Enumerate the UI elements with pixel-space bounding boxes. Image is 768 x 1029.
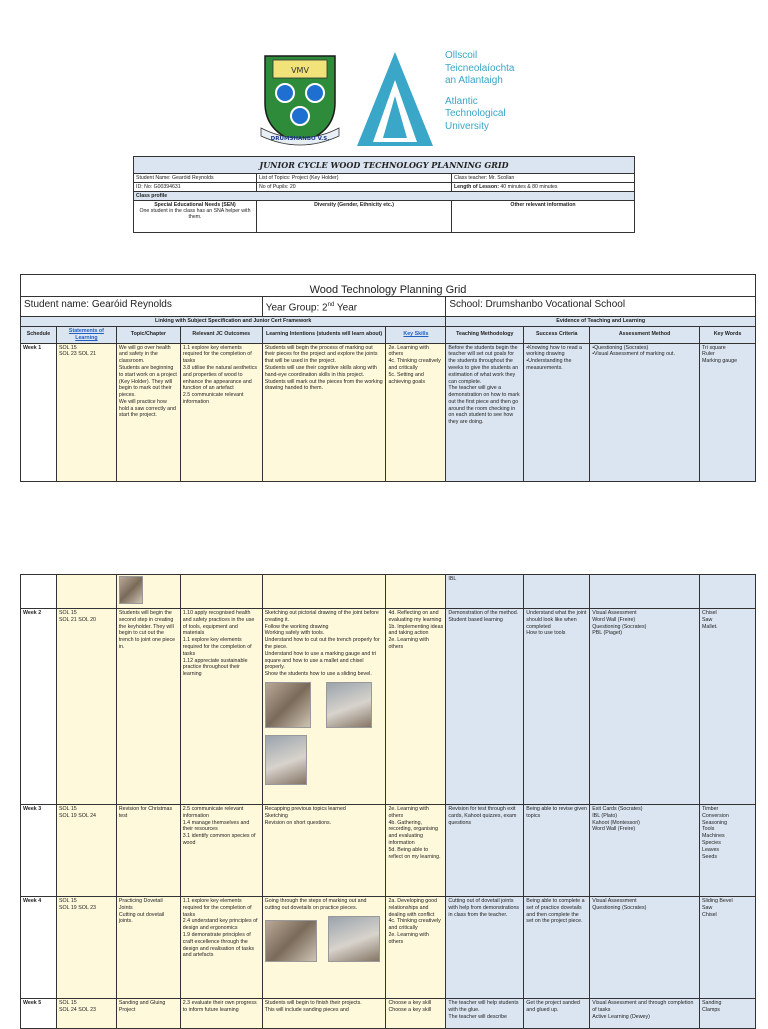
col-success: Success Criteria — [524, 326, 590, 343]
topics-cell: List of Topics: Project (Key Holder) — [257, 174, 452, 183]
col-intentions: Learning Intentions (students will learn about) — [262, 326, 386, 343]
hand-photo — [119, 576, 143, 604]
wood-technology-grid-continued — [20, 574, 756, 1029]
wood-grid-school: School: Drumshanbo Vocational School — [446, 296, 756, 316]
dovetail-photo-1 — [265, 920, 317, 962]
col-outcomes: Relevant JC Outcomes — [180, 326, 262, 343]
sen-cell: Special Educational Needs (SEN) One student in the class has an SNA helper with them. — [134, 201, 257, 233]
table-row: Week 4 SOL 15 SOL 19 SOL 23 Practicing Dovetail Joints Cutting out dovetail joints. 1.1 explore key elements required for the completion of tasks 2.4 understand key principles of design and ergonomics 1.9 demonstrate principles of craft excellence through the design and realisation of tasks and artefacts Going through the steps of marking out and cutting out dovetails on practice pieces. 2a. Developing good relationships and dealing with conflict 4c. Thinking creatively and critically 2e. Learning with others Cutting out of dovetail joints with help from demonstrations in class from the teacher. Being able to complete a set of practice dovetails and then complete the set on the project piece. Visual Assessment Questioning (Socrates) Sliding Bevel Saw Chisel — [21, 897, 756, 999]
atu-logo-icon — [355, 50, 435, 150]
atu-wordmark: Ollscoil Teicneolaíochta an Atlantaigh Atlantic Technological University — [445, 50, 515, 132]
planning-grid-title: JUNIOR CYCLE WOOD TECHNOLOGY PLANNING GRID — [134, 157, 635, 174]
class-profile-cell: Class profile — [134, 192, 635, 201]
linking-heading: Linking with Subject Specification and Junior Cert Framework — [21, 317, 446, 327]
col-assessment: Assessment Method — [590, 326, 700, 343]
table-row — [21, 575, 756, 609]
col-key-skills-link[interactable]: Key Skills — [386, 326, 446, 343]
col-topic: Topic/Chapter — [116, 326, 180, 343]
col-methodology: Teaching Methodology — [446, 326, 524, 343]
wood-grid-title: Wood Technology Planning Grid — [21, 275, 756, 297]
table-row: Week 3 SOL 15 SOL 19 SOL 24 Revision for Christmas test 2.5 communicate relevant information 1.4 manage themselves and their resources 3.1 identify common species of wood Recapping previous topics learned Sketching Revision on short questions. 2e. Learning with others 4b. Gathering, recording, organising and evaluating information 5d. Being able to reflect on my learning. Revision for test through exit cards, Kahoot quizzes, exam questions Being able to revise given topics Exit Cards (Socrates) IBL (Plato) Kahoot (Montessori) Word Wall (Freire) Timber Conversion Seasoning Tools Machines Species Leaves Seeds — [21, 805, 756, 897]
col-statements-link[interactable]: Statements of Learning — [56, 326, 116, 343]
col-schedule: Schedule — [21, 326, 57, 343]
wood-technology-grid — [20, 274, 756, 482]
col-keywords: Key Words — [700, 326, 756, 343]
pupils-cell: No of Pupils: 20 — [257, 183, 452, 192]
table-row: Week 5 SOL 15 SOL 24 SOL 23 Sanding and Gluing Project 2.3 evaluate their own progress to inform future learning Students will begin to finish their projects. This will include sanding pieces and Choose a key skill Choose a key skill The teacher will help students with the glue. The teacher will describe Get the project sanded and glued up. Visual Assessment and through completion of tasks Active Learning (Dewey) Sanding Clamps — [21, 999, 756, 1029]
school-crest-icon — [255, 48, 345, 148]
evidence-heading: Evidence of Teaching and Learning — [446, 317, 756, 327]
other-info-cell: Other relevant information — [452, 201, 635, 233]
table-row: Week 1 SOL 15 SOL 23 SOL 21 We will go over health and safety in the classroom. Students are beginning to start work on a project (Key Holder). They will begin to mark out their pieces. We will practice how hold a saw correctly and start the project. 1.1 explore key elements required for the completion of tasks 3.8 utilise the natural aesthetics and properties of wood to enhance the appearance and function of an artefact 2.5 communicate relevant information Students will begin the process of marking out their pieces for the project and explore the joints that will be used in the project. Students will use their cognitive skills along with hand-eye coordination skills in this project. Students will mark out the pieces from the working drawing handed to them. 2e. Learning with others 4c. Thinking creatively and critically 5c. Setting and achieving goals Before the students begin the teacher will set out goals for the students throughout the weeks to give the students an estimation of what work they can complete. The teacher will give a demonstration on how to mark out the first piece and then go around the room checking in on each student to see how they are doing. •Knowing how to read a working drawing •Understanding the measurements. •Questioning (Socrates) •Visual Assessment of marking out. Tri square Ruler Marking gauge — [21, 343, 756, 481]
header-logos — [255, 48, 768, 148]
diversity-cell: Diversity (Gender, Ethnicity etc.) — [257, 201, 452, 233]
dovetail-photo-2 — [328, 916, 380, 962]
workshop-photo-3 — [265, 735, 307, 785]
class-teacher-cell: Class teacher: Mr. Scollan — [452, 174, 635, 183]
lesson-length-cell: Length of Lesson: 40 minutes & 80 minutes — [452, 183, 635, 192]
cont-method: IBL — [446, 575, 524, 609]
junior-cycle-planning-grid — [133, 156, 635, 233]
workshop-photo-2 — [326, 682, 372, 728]
wood-grid-year: Year Group: 2nd Year — [262, 296, 446, 316]
workshop-photo-1 — [265, 682, 311, 728]
crest-banner-text: VMV — [291, 66, 309, 75]
id-number-cell: ID: No: G00394631 — [134, 183, 257, 192]
table-row: Week 2 SOL 15 SOL 21 SOL 20 Students will begin the second step in creating the keyholder. They will begin to cut out the trench to joint one piece in. 1.10 apply recognised health and safety practices in the use of tools, equipment and materials 1.1 explore key elements required for the completion of tasks 1.12 appreciate sustainable practice throughout their learning Sketching out pictorial drawing of the joint before creating it. Follow the working drawing Working safely with tools. Understand how to cut out the trench properly for the piece. Understand how to use a marking gauge and tri square and how to use a mallet and chisel properly. Show the students how to use a sliding bevel. 4d. Reflecting on and evaluating my learning 1b. Implementing ideas and taking action 2e. Learning with others Demonstration of the method. Student based learning Understand what the joint should look like when completed How to use tools Visual Assessment Word Wall (Freire) Questioning (Socrates) PBL (Piaget) Chisel Saw Mallet. — [21, 609, 756, 805]
crest-scroll-text: DRUMSHANBO V.S. — [270, 136, 330, 142]
wood-grid-student: Student name: Gearóid Reynolds — [21, 296, 263, 316]
student-name-cell: Student Name: Gearóid Reynolds — [134, 174, 257, 183]
